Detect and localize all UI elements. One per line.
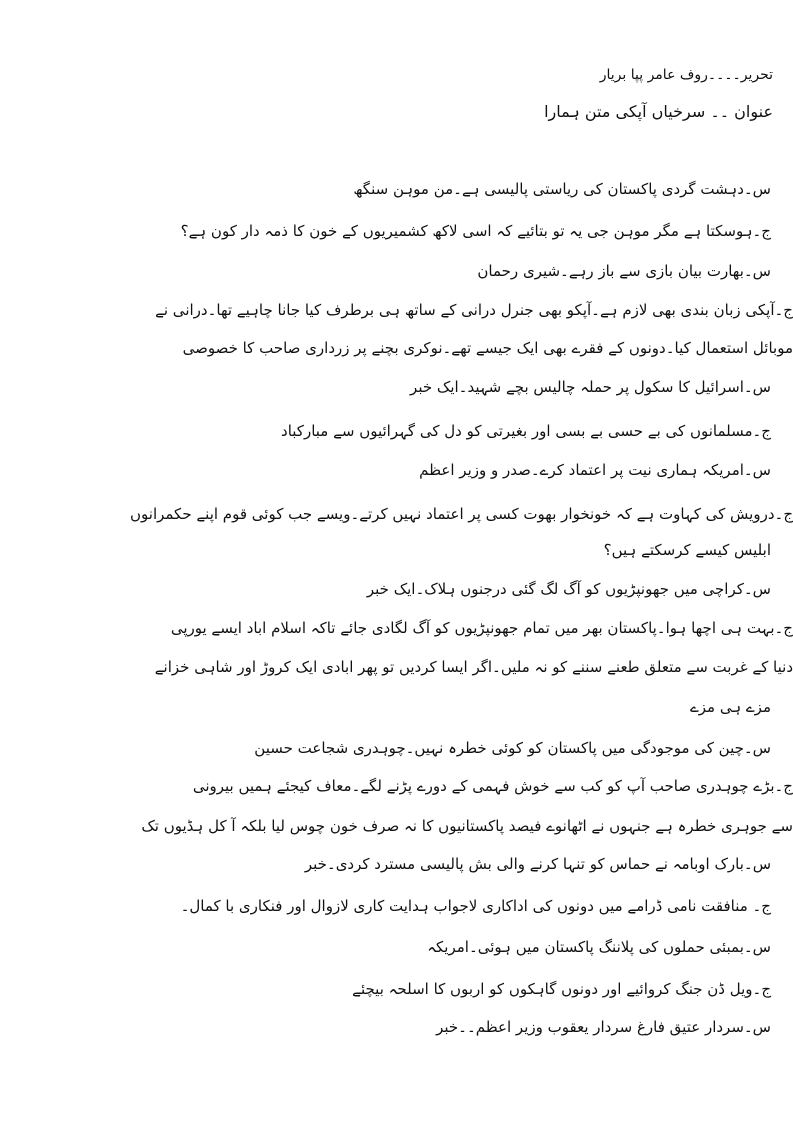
answer-line: ج۔ منافقت نامی ڈرامے میں دونوں کی اداکاری لاجواب ہدایت کاری لازوال اور فنکاری با کمال۔ <box>180 897 771 915</box>
question-line: س۔بارک اوبامہ نے حماس کو تنہا کرنے والی بش پالیسی مسترد کردی۔خبر <box>304 855 771 873</box>
answer-continuation-line: سے جوہری خطرہ ہے جنہوں نے اٹھانوے فیصد پاکستانیوں کا نہ صرف خون چوس لیا بلکہ آ کل ہڈیوں تک <box>141 817 793 835</box>
question-line: س۔بمبئی حملوں کی پلاننگ پاکستان میں ہوئی۔امریکہ <box>427 938 771 956</box>
answer-continuation-line: مزے ہی مزے <box>689 698 771 716</box>
author-line: تحریر۔۔۔۔روف عامر پپا بریار <box>599 67 773 83</box>
question-line: س۔چین کی موجودگی میں پاکستان کو کوئی خطرہ نہیں۔چوہدری شجاعت حسین <box>254 739 771 757</box>
title-line: عنوان ۔۔ سرخیاں آپکی متن ہمارا <box>544 102 773 121</box>
answer-continuation-line: دنیا کے غربت سے متعلق طعنے سننے کو نہ ملیں۔اگر ایسا کردیں تو پھر ابادی ایک کروڑ اور شاہی خزانے <box>154 658 793 676</box>
answer-line: ج۔بڑے چوہدری صاحب آپ کو کب سے خوش فہمی کے دورے پڑنے لگے۔معاف کیجئے ہمیں بیرونی <box>192 777 793 795</box>
question-line: س۔امریکہ ہماری نیت پر اعتماد کرے۔صدر و وزیر اعظم <box>419 461 771 479</box>
answer-line: ج۔درویش کی کہاوت ہے کہ خونخوار بھوت کسی پر اعتماد نہیں کرتے۔ویسے جب کوئی قوم اپنے حکمرانوں <box>130 505 793 523</box>
question-line: س۔کراچی میں جھونپڑیوں کو آگ لگ گئی درجنوں ہلاک۔ایک خبر <box>366 580 771 598</box>
answer-line: ج۔ویل ڈن جنگ کروائیے اور دونوں گاہکوں کو اربوں کا اسلحہ بیچئے <box>352 980 771 998</box>
question-line: س۔بھارت بیان بازی سے باز رہے۔شیری رحمان <box>477 262 771 280</box>
answer-line: ج۔آپکی زبان بندی بھی لازم ہے۔آپکو بھی جنرل درانی کے ساتھ ہی برطرف کیا جانا چاہیے تھا۔درانی نے <box>155 301 793 319</box>
question-line: س۔اسرائیل کا سکول پر حملہ چالیس بچے شہید۔ایک خبر <box>410 378 771 396</box>
answer-continuation-line: موبائل استعمال کیا۔دونوں کے فقرے بھی ایک جیسے تھے۔نوکری بچنے پر زرداری صاحب کا خصوصی <box>182 339 793 357</box>
answer-line: ج۔مسلمانوں کی بے حسی بے بسی اور بغیرتی کو دل کی گہرائیوں سے مبارکباد <box>281 422 771 440</box>
answer-line: ج۔بہت ہی اچھا ہوا۔پاکستان بھر میں تمام جھونپڑیوں کو آگ لگادی جائے تاکہ اسلام اباد ایسے یورپی <box>170 619 793 637</box>
answer-line: ج۔ہوسکتا ہے مگر موہن جی یہ تو بتائیے کہ اسی لاکھ کشمیریوں کے خون کا ذمہ دار کون ہے؟ <box>180 222 771 240</box>
question-line: س۔سردار عتیق فارغ سردار یعقوب وزیر اعظم۔۔خبر <box>436 1018 771 1036</box>
answer-continuation-line: ابلیس کیسے کرسکتے ہیں؟ <box>603 541 771 559</box>
question-line: س۔دہشت گردی پاکستان کی ریاستی پالیسی ہے۔من موہن سنگھ <box>353 180 771 198</box>
